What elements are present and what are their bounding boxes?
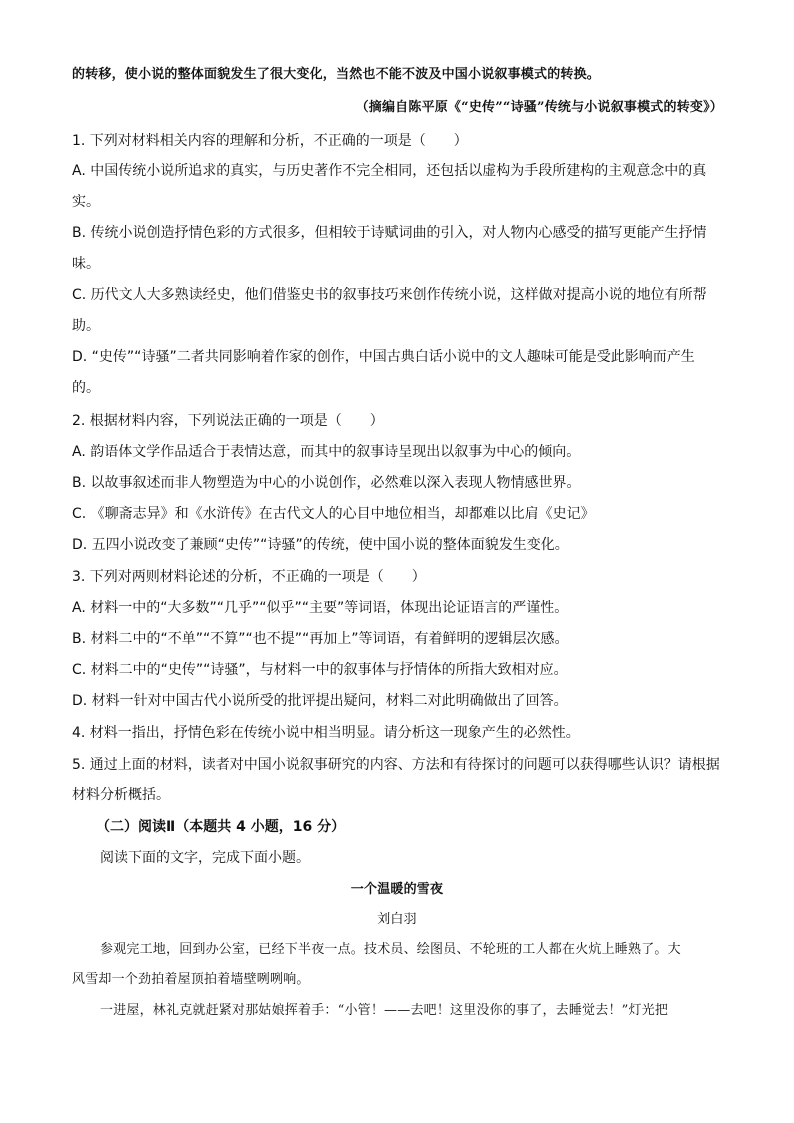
story-paragraph-1: 参观完工地，回到办公室，已经下半夜一点。技术员、绘图员、不轮班的工人都在火炕上睡熟了。大 bbox=[100, 942, 681, 957]
question-1-option-d-cont: 的。 bbox=[72, 380, 100, 396]
question-3-option-b: B. 材料二中的“不单”“不算”“也不提”“再加上”等词语，有着鲜明的逻辑层次感。 bbox=[72, 631, 569, 647]
question-2-option-c: C. 《聊斋志异》和《水浒传》在古代文人的心目中地位相当，却都难以比肩《史记》 bbox=[72, 506, 595, 522]
question-3-option-a: A. 材料一中的“大多数”“几乎”“似乎”“主要”等词语，体现出论证语言的严谨性。 bbox=[72, 600, 569, 616]
question-3-stem: 3. 下列对两则材料论述的分析，不正确的一项是（ ） bbox=[72, 569, 426, 585]
question-2-option-a: A. 韵语体文学作品适合于表情达意，而其中的叙事诗呈现出以叙事为中心的倾向。 bbox=[72, 444, 581, 460]
story-paragraph-1-cont: 风雪却一个劲拍着屋顶拍着墙壁咧咧响。 bbox=[72, 972, 310, 987]
reading-instruction: 阅读下面的文字，完成下面小题。 bbox=[100, 850, 310, 866]
source-note: （摘编自陈平原《“史传”“诗骚”传统与小说叙事模式的转变》） bbox=[355, 100, 723, 115]
section-heading: （二）阅读Ⅱ（本题共 4 小题，16 分） bbox=[96, 819, 346, 835]
question-2-option-b: B. 以故事叙述而非人物塑造为中心的小说创作，必然难以深入表现人物情感世界。 bbox=[72, 475, 581, 491]
question-1-option-a-cont: 实。 bbox=[72, 194, 100, 210]
question-3-option-d: D. 材料一针对中国古代小说所受的批评提出疑问，材料二对此明确做出了回答。 bbox=[72, 693, 568, 709]
passage-tail: 的转移，使小说的整体面貌发生了很大变化，当然也不能不波及中国小说叙事模式的转换。 bbox=[72, 67, 601, 82]
question-1-option-d: D. “史传”“诗骚”二者共同影响着作家的创作，中国古典白话小说中的文人趣味可能是受此影响而产生 bbox=[72, 349, 695, 365]
question-2-option-d: D. 五四小说改变了兼顾“史传”“诗骚”的传统，使中国小说的整体面貌发生变化。 bbox=[72, 537, 569, 553]
question-4: 4. 材料一指出，抒情色彩在传统小说中相当明显。请分析这一现象产生的必然性。 bbox=[72, 725, 580, 741]
question-1-option-c-cont: 助。 bbox=[72, 318, 100, 334]
question-5: 5. 通过上面的材料，读者对中国小说叙事研究的内容、方法和有待探讨的问题可以获得哪些认识？请根据 bbox=[72, 757, 720, 773]
story-paragraph-2: 一进屋，林礼克就赶紧对那姑娘挥着手：“小管！——去吧！这里没你的事了，去睡觉去！”灯光把 bbox=[100, 1003, 669, 1018]
question-1-option-c: C. 历代文人大多熟读经史，他们借鉴史书的叙事技巧来创作传统小说，这样做对提高小说的地位有所帮 bbox=[72, 287, 707, 303]
question-3-option-c: C. 材料二中的“史传”“诗骚”，与材料一中的叙事体与抒情体的所指大致相对应。 bbox=[72, 662, 568, 678]
question-1-option-b-cont: 味。 bbox=[72, 256, 100, 272]
story-title: 一个温暖的雪夜 bbox=[350, 882, 444, 897]
question-2-stem: 2. 根据材料内容，下列说法正确的一项是（ ） bbox=[72, 413, 384, 429]
story-author: 刘白羽 bbox=[377, 912, 417, 927]
question-5-cont: 材料分析概括。 bbox=[72, 787, 170, 803]
question-1-option-b: B. 传统小说创造抒情色彩的方式很多，但相较于诗赋词曲的引入，对人物内心感受的描写更能产生抒情 bbox=[72, 225, 707, 241]
question-1-stem: 1. 下列对材料相关内容的理解和分析，不正确的一项是（ ） bbox=[72, 133, 468, 149]
question-1-option-a: A. 中国传统小说所追求的真实，与历史著作不完全相同，还包括以虚构为手段所建构的主观意念中的真 bbox=[72, 163, 707, 179]
